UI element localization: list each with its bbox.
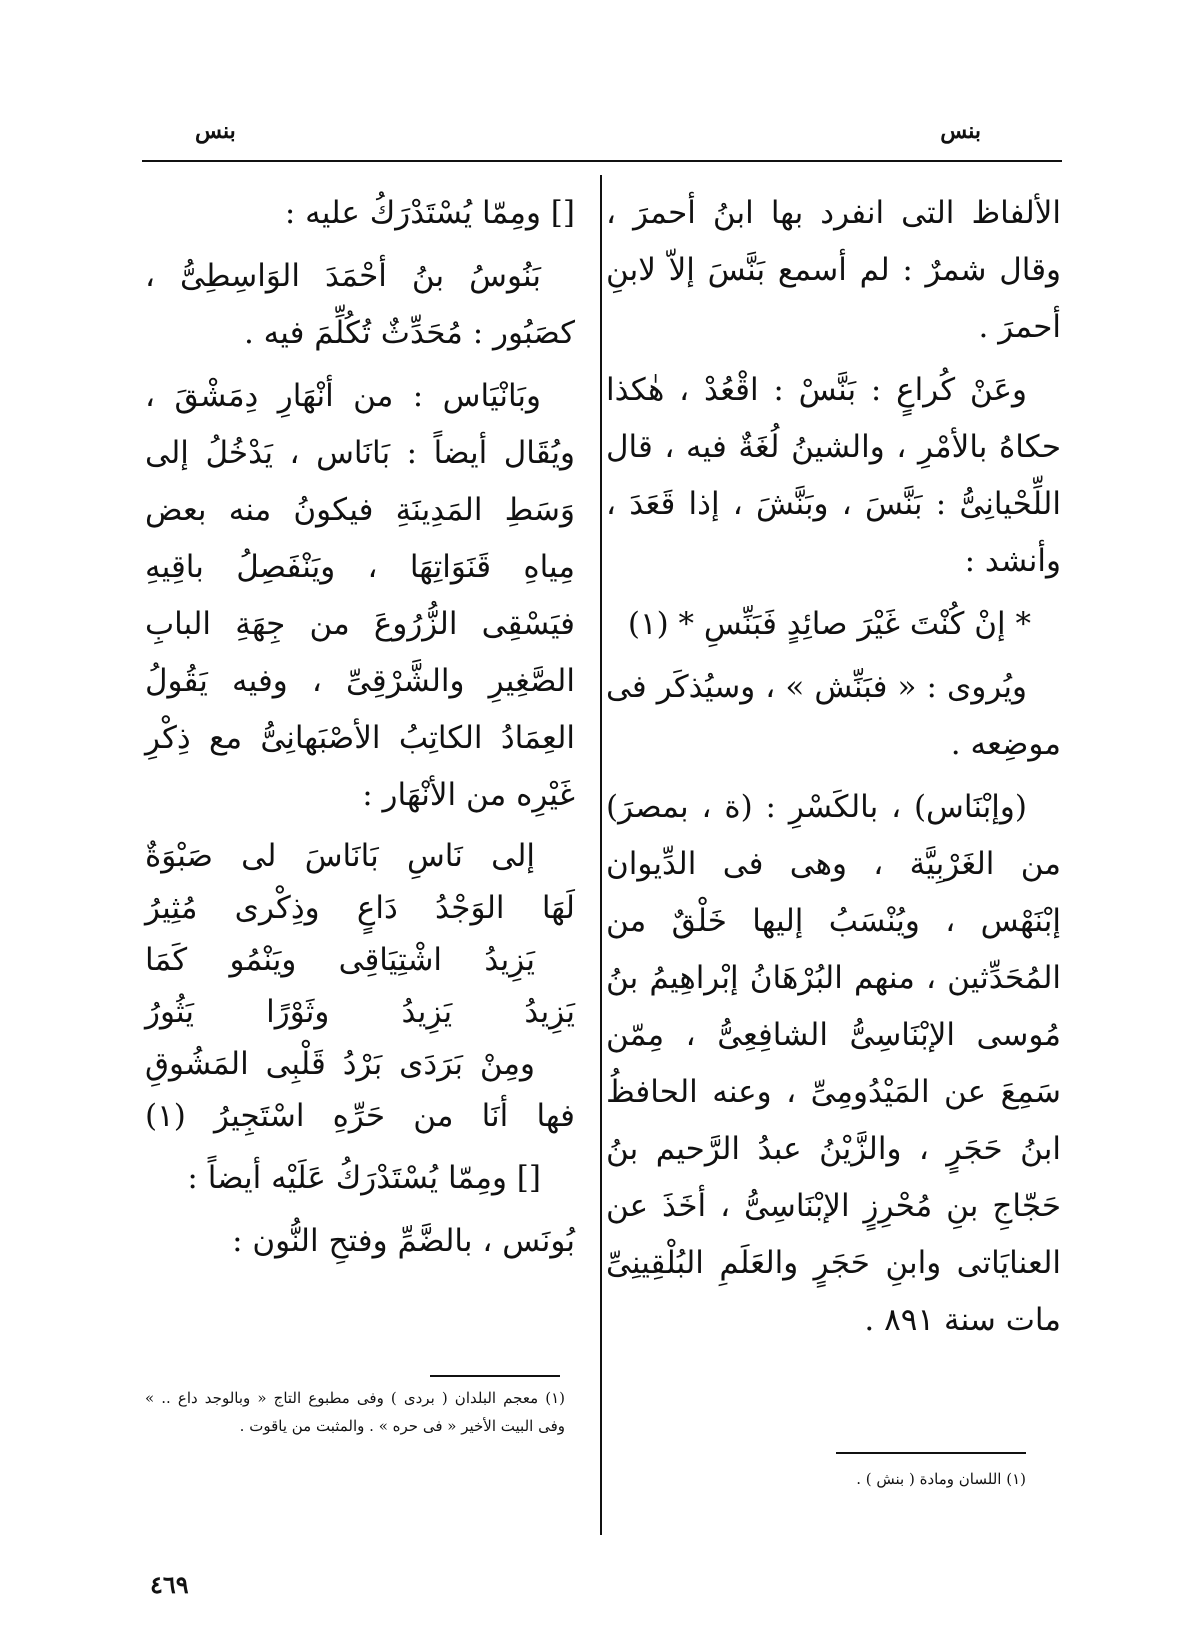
poem [145,830,575,1142]
left-paragraph-4: [] ومِمّا يُسْتَدْرَكُ عَلَيْه أيضاً : [187,1160,541,1196]
right-column [606,185,1061,1355]
running-head-left: بنس [195,118,236,144]
right-paragraph-4: (وإبْنَاس) ، بالكَسْرِ : (ة ، بمصرَ) من الغَرْبِيَّة ، وهى فى الدِّيوان إبْنَهْس ، ويُنْسَبُ إليها خَلْقٌ من المُحَدِّثين ، منهم البُرْهَانُ إبْراهِيمُ بنُ مُوسى الإبْنَاسِىُّ الشافِعِىُّ ، مِمّن سَمِعَ عن المَيْدُومِىِّ ، وعنه الحافظُ ابنُ حَجَرٍ ، والزَّيْنُ عبدُ الرَّحيم بنُ حَجّاجِ بنِ مُحْرِزٍ الإبْنَاسِىُّ ، أخَذَ عن العنايَاتى وابنِ حَجَرٍ والعَلَمِ البُلْقِينِىِّ مات سنة ٨٩١ . [606,789,1061,1338]
left-column [145,185,575,1276]
left-paragraph-3: وبَانْيَاس : من أنْهَارِ دِمَشْقَ ، ويُقَال أيضاً : بَانَاس ، يَدْخُلُ إلى وَسَطِ المَدِينَةِ فيكونُ منه بعض مِياهِ قَنَوَاتِهَا ، ويَنْفَصِلُ باقِيهِ فيَسْقِى الزُّرُوعَ من جِهَةِ البابِ الصَّغِيرِ والشَّرْقِىِّ ، وفيه يَقُولُ العِمَادُ الكاتِبُ الأصْبَهانِىُّ مع ذِكْرِ غَيْرِه من الأنْهَار : [145,378,575,813]
footnote-rule-right [836,1452,1026,1454]
left-paragraph-5: بُونَس ، بالضَّمِّ وفتحِ النُّون : [232,1223,575,1259]
right-paragraph-1: الألفاظ التى انفرد بها ابنُ أحمرَ ، وقال شمرٌ : لم أسمع بَنَّسَ إلاّ لابنِ أحمرَ . [606,195,1061,345]
poem-line: إلى نَاسِ بَانَاسَ لى صَبْوَةٌ [145,838,535,874]
header-rule [142,160,1062,162]
page-number: ٤٦٩ [150,1570,189,1599]
footnote-left: (١) معجم البلدان ( بردى ) وفى مطبوع التاج « وبالوجد داع .. » وفى البيت الأخير « فى حره » . والمثبت من ياقوت . [145,1389,565,1435]
poem-line: يَزِيدُ اشْتِيَاقِى ويَنْمُو كَمَا [145,942,535,978]
footnote-right: (١) اللسان ومادة ( بنش ) . [856,1470,1026,1488]
column-divider [600,175,602,1535]
poem-line: يَزِيدُ يَزِيدُ وثَوْرًا يَثُورُ [145,994,575,1030]
poem-line: ومِنْ بَرَدَى بَرْدُ قَلْبِى المَشُوقِ [145,1046,535,1082]
right-paragraph-3: ويُروى : « فبَنِّش » ، وسيُذكَر فى موضِعه . [606,669,1061,762]
left-paragraph-2: بَنُوسُ بنُ أحْمَدَ الوَاسِطِىُّ ، كصَبُور : مُحَدِّثٌ تُكُلِّمَ فيه . [145,258,575,351]
right-paragraph-2: وعَنْ كُراعٍ : بَنَّسْ : اقْعُدْ ، هٰكذا حكاهُ بالأمْرِ ، والشينُ لُغَةٌ فيه ، قال اللِّحْيانِىُّ : بَنَّسَ ، وبَنَّشَ ، إذا قَعَدَ ، وأنشد : [606,372,1061,579]
poem-line: لَهَا الوَجْدُ دَاعٍ وذِكْرى مُثِيرُ [145,890,575,926]
footnote-rule-left [430,1375,560,1377]
left-paragraph-1: [] ومِمّا يُسْتَدْرَكُ عليه : [284,195,575,231]
poem-line: فها أنَا من حَرِّهِ اسْتَجِيرُ (١) [145,1098,575,1134]
right-verse: * إنْ كُنْتَ غَيْرَ صائِدٍ فَبَنِّسِ * (١) [627,606,1031,642]
running-head-right: بنس [940,118,981,144]
